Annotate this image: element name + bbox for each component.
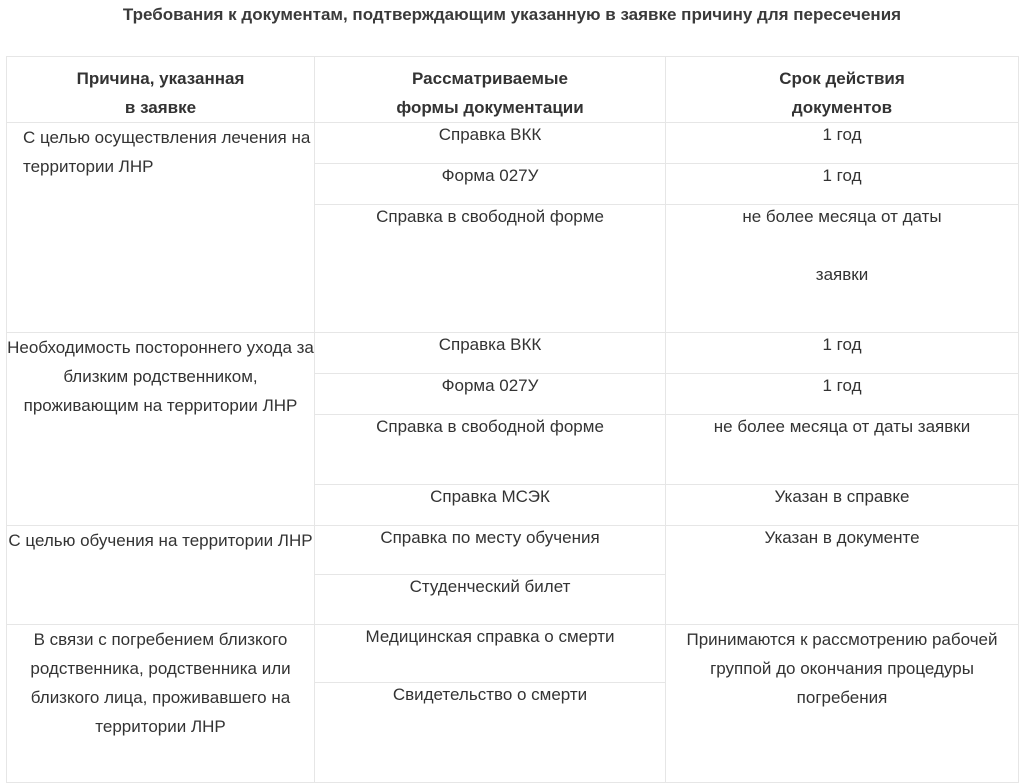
header-term-line1: Срок действия bbox=[779, 69, 905, 88]
reason-cell: С целью осуществления лечения на территории ЛНР bbox=[7, 123, 315, 333]
table-row bbox=[7, 123, 1019, 164]
term-cell: 1 год bbox=[666, 374, 1019, 415]
form-cell: Справка ВКК bbox=[315, 333, 666, 374]
term-cell: 1 год bbox=[666, 123, 1019, 164]
form-cell: Свидетельство о смерти bbox=[315, 683, 666, 783]
reason-cell: В связи с погребением близкого родственника, родственника или близкого лица, проживавшего на территории ЛНР bbox=[7, 625, 315, 783]
term-cell: 1 год bbox=[666, 333, 1019, 374]
form-cell: Справка по месту обучения bbox=[315, 526, 666, 575]
term-cell: Указан в документе bbox=[666, 526, 1019, 625]
header-reason-line2: в заявке bbox=[124, 98, 197, 117]
header-reason-line1: Причина, указанная bbox=[76, 69, 245, 88]
term-cell bbox=[666, 205, 1019, 333]
form-cell: Справка в свободной форме bbox=[315, 415, 666, 485]
requirements-table bbox=[6, 56, 1019, 783]
table-row bbox=[7, 625, 1019, 683]
form-cell: Справка в свободной форме bbox=[315, 205, 666, 333]
reason-cell: С целью обучения на территории ЛНР bbox=[7, 526, 315, 625]
term-cell: Принимаются к рассмотрению рабочей группой до окончания процедуры погребения bbox=[666, 625, 1019, 783]
table-row bbox=[7, 333, 1019, 374]
form-cell: Форма 027У bbox=[315, 374, 666, 415]
header-term-line2: документов bbox=[791, 98, 893, 117]
header-forms bbox=[315, 57, 666, 123]
header-forms-line2: формы документации bbox=[396, 98, 584, 117]
header-reason bbox=[7, 57, 315, 123]
term-cell: Указан в справке bbox=[666, 485, 1019, 526]
page-title: Требования к документам, подтверждающим указанную в заявке причину для пересечения bbox=[122, 5, 902, 24]
term-line: не более месяца от даты bbox=[742, 207, 942, 226]
table-row bbox=[7, 526, 1019, 575]
header-term bbox=[666, 57, 1019, 123]
form-cell: Справка ВКК bbox=[315, 123, 666, 164]
term-cell: 1 год bbox=[666, 164, 1019, 205]
term-line: заявки bbox=[815, 265, 869, 284]
reason-cell: Необходимость постороннего ухода за близким родственником, проживающим на территории ЛНР bbox=[7, 333, 315, 526]
header-forms-line1: Рассматриваемые bbox=[412, 69, 568, 88]
term-cell: не более месяца от даты заявки bbox=[666, 415, 1019, 485]
table-header-row bbox=[7, 57, 1019, 123]
form-cell: Медицинская справка о смерти bbox=[315, 625, 666, 683]
form-cell: Форма 027У bbox=[315, 164, 666, 205]
form-cell: Студенческий билет bbox=[315, 575, 666, 625]
form-cell: Справка МСЭК bbox=[315, 485, 666, 526]
